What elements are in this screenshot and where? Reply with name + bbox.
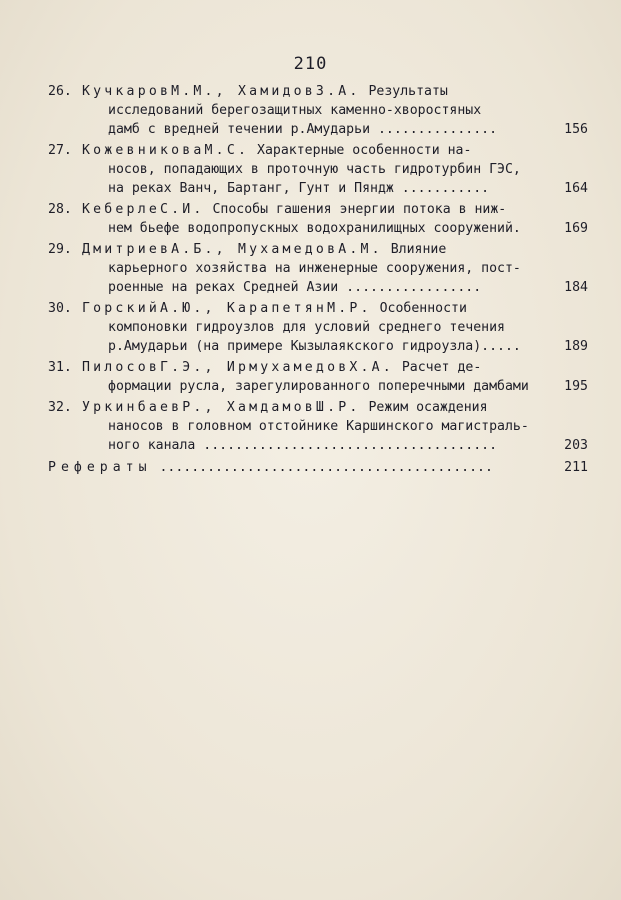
referaty-page: 211: [564, 460, 588, 475]
entry-authors: ДмитриевА.Б., МухамедовА.М.: [82, 242, 383, 257]
entry-title-line: ного канала .....................................: [108, 438, 498, 453]
entry-authors: КеберлеС.И.: [82, 202, 205, 217]
entry-title-line: Результаты: [360, 84, 448, 99]
toc-entry-31: [48, 358, 588, 396]
entry-title-line: носов, попадающих в проточную часть гидротурбин ГЭС,: [108, 162, 521, 177]
entry-authors: КучкаровМ.М., ХамидовЗ.А.: [82, 84, 361, 99]
toc-entry-referaty: [48, 458, 588, 477]
toc-entry-29: [48, 240, 588, 297]
toc-entry-27: [48, 141, 588, 198]
entry-authors: КожевниковаМ.С.: [82, 143, 250, 158]
entry-number: 30.: [48, 301, 72, 316]
toc-entry-32: [48, 398, 588, 455]
entry-title-line: Режим осаждения: [360, 400, 488, 415]
entry-title-line: Расчет де-: [393, 360, 482, 375]
entry-title-line: Способы гашения энергии потока в ниж-: [204, 202, 507, 217]
entry-authors: ПилосовГ.Э., ИрмухамедовХ.А.: [82, 360, 394, 375]
toc-entry-28: [48, 200, 588, 238]
entry-title-line: компоновки гидроузлов для условий среднего течения: [108, 320, 505, 335]
entry-title-line: р.Амударьи (на примере Кызылаякского гидроузла).....: [108, 339, 521, 354]
entry-number: 29.: [48, 242, 72, 257]
page-number: 210: [293, 54, 328, 74]
entry-page: 189: [564, 339, 588, 354]
entry-title-line: Особенности: [371, 301, 467, 316]
toc-entry-26: [48, 82, 588, 139]
entry-title-line: Влияние: [382, 242, 447, 257]
table-of-contents: [48, 82, 588, 477]
entry-number: 26.: [48, 84, 72, 99]
entry-page: 184: [564, 280, 588, 295]
entry-number: 27.: [48, 143, 72, 158]
entry-title-line: формации русла, зарегулированного поперечными дамбами: [108, 379, 529, 394]
entry-title-line: наносов в головном отстойнике Каршинского магистраль-: [108, 419, 529, 434]
entry-title-line: карьерного хозяйства на инженерные сооружения, пост-: [108, 261, 521, 276]
entry-title-line: на реках Ванч, Бартанг, Гунт и Пяндж ...........: [108, 181, 490, 196]
toc-entry-30: [48, 299, 588, 356]
referaty-leader-dots: ..........................................: [151, 460, 493, 475]
entry-authors: ГорскийА.Ю., КарапетянМ.Р.: [82, 301, 372, 316]
entry-page: 164: [564, 181, 588, 196]
entry-title-line: Характерные особенности на-: [249, 143, 472, 158]
entry-page: 203: [564, 438, 588, 453]
entry-title-line: дамб с вредней течении р.Амударьи ...............: [108, 122, 498, 137]
entry-number: 31.: [48, 360, 72, 375]
entry-page: 156: [564, 122, 588, 137]
referaty-label: Рефераты: [48, 460, 152, 475]
entry-number: 32.: [48, 400, 72, 415]
entry-title-line: нем бьефе водопропускных водохранилищных сооружений.: [108, 221, 521, 236]
entry-number: 28.: [48, 202, 72, 217]
entry-title-line: роенные на реках Средней Азии .................: [108, 280, 482, 295]
entry-authors: УркинбаевР., ХамдамовШ.Р.: [82, 400, 361, 415]
entry-page: 195: [564, 379, 588, 394]
entry-page: 169: [564, 221, 588, 236]
entry-title-line: исследований берегозащитных каменно-хворостяных: [108, 103, 482, 118]
